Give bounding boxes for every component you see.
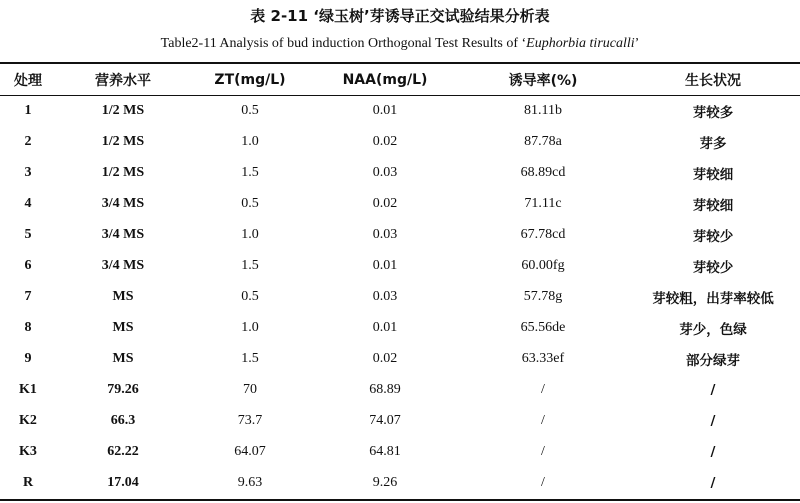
zt-cell: 1.5 [241,164,259,180]
induction-rate-cell: 57.78g [523,288,563,304]
table-row [0,281,800,312]
growth-status-cell: / [710,381,716,398]
treatment-cell: 3 [24,164,32,180]
header-naa: NAA(mg/L) [342,71,428,88]
naa-cell: 0.02 [372,350,398,366]
table-row [0,250,800,281]
header-treatment: 处理 [14,72,42,89]
naa-cell: 0.01 [372,319,398,335]
induction-rate-cell: 87.78a [524,133,562,149]
table-row [0,312,800,343]
header-induction-rate: 诱导率(%) [508,72,578,89]
growth-status-cell: 芽多 [699,135,727,152]
nutrient-level-cell: 62.22 [107,443,139,459]
naa-cell: 0.03 [372,288,398,304]
header-zt: ZT(mg/L) [214,71,286,88]
nutrient-level-cell: 1/2 MS [101,133,145,149]
naa-cell: 0.03 [372,164,398,180]
zt-cell: 1.0 [241,319,259,335]
induction-rate-cell: 67.78cd [520,226,566,242]
zt-cell: 0.5 [241,288,259,304]
zt-cell: 70 [243,381,257,397]
naa-cell: 0.02 [372,195,398,211]
zt-cell: 1.0 [241,133,259,149]
treatment-cell: K1 [19,381,37,397]
table-title-english [0,36,800,52]
table-row [0,436,800,467]
treatment-cell: K3 [19,443,37,459]
growth-status-cell: / [710,474,716,491]
nutrient-level-cell: MS [112,350,134,366]
zt-cell: 73.7 [237,412,263,428]
naa-cell: 0.01 [372,102,398,118]
table-row [0,126,800,157]
growth-status-cell: 部分绿芽 [686,352,740,369]
treatment-cell: 2 [24,133,32,149]
treatment-cell: K2 [19,412,37,428]
table-row [0,157,800,188]
treatment-cell: R [22,474,34,490]
nutrient-level-cell: 1/2 MS [101,102,145,118]
table-row [0,405,800,436]
nutrient-level-cell: 1/2 MS [101,164,145,180]
growth-status-cell: 芽较少 [692,259,734,276]
zt-cell: 0.5 [241,102,259,118]
induction-rate-cell: / [541,412,545,428]
table-row [0,374,800,405]
zt-cell: 1.5 [241,350,259,366]
naa-cell: 9.26 [372,474,398,490]
naa-cell: 0.02 [372,133,398,149]
growth-status-cell: 芽较多 [692,104,734,121]
nutrient-level-cell: MS [112,288,134,304]
nutrient-level-cell: 3/4 MS [101,257,145,273]
growth-status-cell: 芽较细 [692,166,734,183]
naa-cell: 0.01 [372,257,398,273]
induction-rate-cell: 65.56de [520,319,566,335]
induction-rate-cell: / [541,474,545,490]
table-bottom-rule [0,499,800,501]
results-table [0,64,800,498]
treatment-cell: 5 [24,226,32,242]
zt-cell: 64.07 [234,443,266,459]
induction-rate-cell: / [541,443,545,459]
induction-rate-cell: 68.89cd [520,164,566,180]
growth-status-cell: / [710,443,716,460]
growth-status-cell: 芽少，色绿 [679,321,747,338]
growth-status-cell: 芽较少 [692,228,734,245]
nutrient-level-cell: 66.3 [110,412,136,428]
table-row [0,467,800,498]
treatment-cell: 4 [24,195,32,211]
header-nutrient-level: 营养水平 [95,72,151,89]
induction-rate-cell: / [541,381,545,397]
zt-cell: 9.63 [237,474,263,490]
treatment-cell: 6 [24,257,32,273]
treatment-cell: 8 [24,319,32,335]
induction-rate-cell: 71.11c [524,195,562,211]
header-row [0,64,800,95]
growth-status-cell: 芽较粗，出芽率较低 [652,290,774,307]
title-en-species: Euphorbia tirucalli [526,36,635,51]
nutrient-level-cell: 79.26 [107,381,139,397]
induction-rate-cell: 63.33ef [521,350,565,366]
naa-cell: 68.89 [369,381,401,397]
nutrient-level-cell: MS [112,319,134,335]
treatment-cell: 9 [24,350,32,366]
naa-cell: 74.07 [369,412,401,428]
zt-cell: 1.0 [241,226,259,242]
title-en-suffix: ’ [634,36,640,51]
naa-cell: 0.03 [372,226,398,242]
table-title-chinese: 表 2-11 ‘绿玉树’芽诱导正交试验结果分析表 [250,7,550,25]
nutrient-level-cell: 17.04 [107,474,139,490]
table-row [0,95,800,126]
zt-cell: 1.5 [241,257,259,273]
treatment-cell: 1 [24,102,32,118]
growth-status-cell: / [710,412,716,429]
induction-rate-cell: 81.11b [524,102,562,118]
header-growth-status: 生长状况 [685,72,741,89]
table-row [0,219,800,250]
nutrient-level-cell: 3/4 MS [101,226,145,242]
title-en-prefix: Table2-11 Analysis of bud induction Orthogonal Test Results of ‘ [160,36,527,51]
table-row [0,343,800,374]
naa-cell: 64.81 [369,443,401,459]
induction-rate-cell: 60.00fg [521,257,565,273]
growth-status-cell: 芽较细 [692,197,734,214]
treatment-cell: 7 [24,288,32,304]
table-row [0,188,800,219]
nutrient-level-cell: 3/4 MS [101,195,145,211]
zt-cell: 0.5 [241,195,259,211]
